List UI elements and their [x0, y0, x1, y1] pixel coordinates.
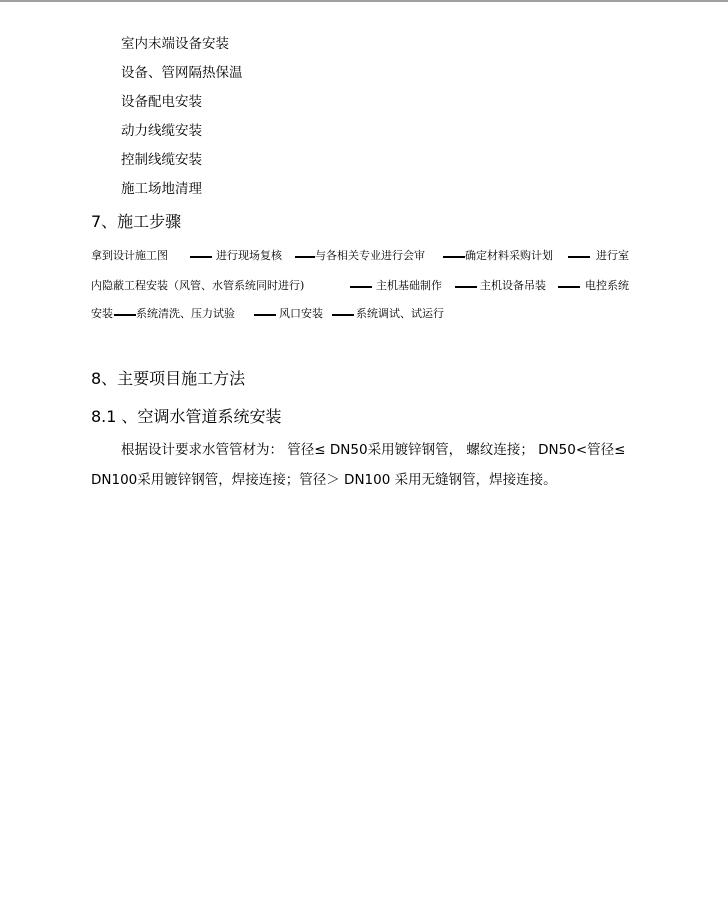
list-item: 室内末端设备安装 — [121, 36, 229, 52]
flow-dash — [190, 256, 212, 258]
list-item: 设备、管网隔热保温 — [121, 65, 243, 81]
list-item: 设备配电安装 — [121, 94, 202, 110]
flow-dash — [332, 314, 354, 316]
flow-dash — [455, 286, 477, 288]
flow-dash — [350, 286, 372, 288]
flow-dash — [568, 256, 590, 258]
step-text: 系统调试、试运行 — [356, 307, 444, 320]
flow-dash — [558, 286, 580, 288]
paragraph-line: DN100采用镀锌钢管，焊接连接；管径＞ DN100 采用无缝钢管，焊接连接。 — [91, 472, 557, 488]
flow-dash — [254, 314, 276, 316]
list-item: 动力线缆安装 — [121, 123, 202, 139]
step-text: 主机基础制作 — [376, 279, 442, 292]
step-text: 进行室 — [596, 249, 629, 262]
flow-dash — [295, 256, 315, 258]
section-7-heading: 7、施工步骤 — [91, 212, 182, 231]
section-8-heading: 8、主要项目施工方法 — [91, 369, 246, 388]
step-text: 与各相关专业进行会审 — [315, 249, 425, 262]
list-item: 控制线缆安装 — [121, 152, 202, 168]
step-text: 拿到设计施工图 — [91, 249, 168, 262]
step-text: 进行现场复核 — [216, 249, 282, 262]
list-item: 施工场地清理 — [121, 181, 202, 197]
step-text: 系统清洗、压力试验 — [136, 307, 235, 320]
step-text: 风口安装 — [279, 307, 323, 320]
step-text: 确定材料采购计划 — [465, 249, 553, 262]
paragraph-line: 根据设计要求水管管材为： 管径≤ DN50采用镀锌钢管， 螺纹连接； DN50<管径≤ — [121, 442, 626, 458]
flow-dash — [114, 314, 136, 316]
page-top-border — [0, 0, 728, 2]
step-text: 电控系统 — [585, 279, 629, 292]
step-text: 内隐蔽工程安装（风管、水管系统同时进行) — [91, 279, 305, 292]
step-text: 主机设备吊装 — [480, 279, 546, 292]
section-8-1-heading: 8.1 、空调水管道系统安装 — [91, 407, 282, 426]
step-text: 安装 — [91, 307, 113, 320]
flow-dash — [443, 256, 465, 258]
